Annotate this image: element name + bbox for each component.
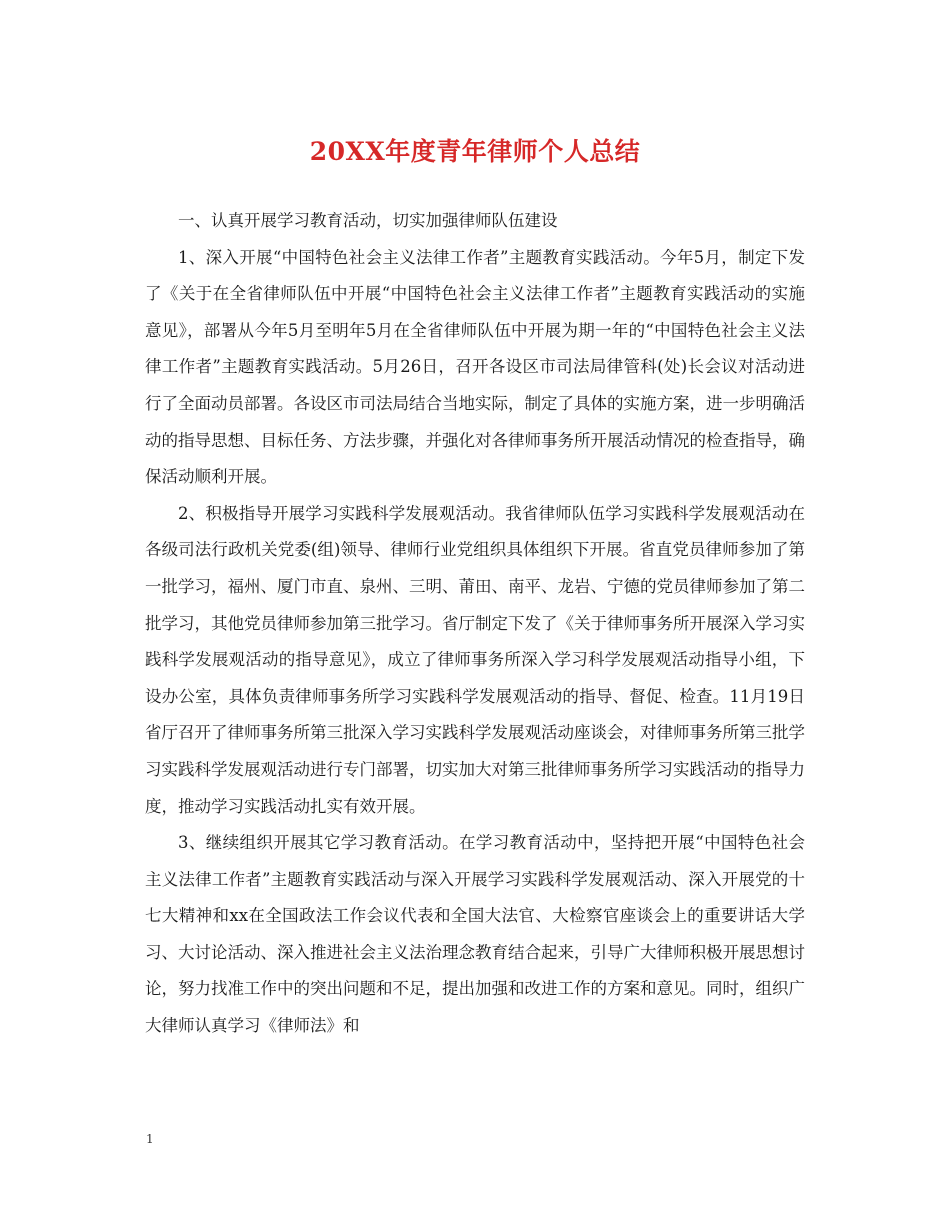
paragraph-3: 3、继续组织开展其它学习教育活动。在学习教育活动中，坚持把开展“中国特色社会主义法律工作者”主题教育实践活动与深入开展学习实践科学发展观活动、深入开展党的十七大精神和xx在全国政法工作会议代表和全国大法官、大检察官座谈会上的重要讲话大学习、大讨论活动、深入推进社会主义法治理念教育结合起来，引导广大律师积极开展思想讨论，努力找准工作中的突出问题和不足，提出加强和改进工作的方案和意见。同时，组织广大律师认真学习《律师法》和: [145, 833, 805, 1036]
paragraph-1: 1、深入开展“中国特色社会主义法律工作者”主题教育实践活动。今年5月，制定下发了《关于在全省律师队伍中开展“中国特色社会主义法律工作者”主题教育实践活动的实施意见》，部署从今年5月至明年5月在全省律师队伍中开展为期一年的“中国特色社会主义法律工作者”主题教育实践活动。5月26日，召开各设区市司法局律管科(处)长会议对活动进行了全面动员部署。各设区市司法局结合当地实际，制定了具体的实施方案，进一步明确活动的指导思想、目标任务、方法步骤，并强化对各律师事务所开展活动情况的检查指导，确保活动顺利开展。: [145, 247, 805, 487]
document-body: [145, 203, 805, 1045]
document-title: 20XX年度青年律师个人总结: [309, 137, 641, 166]
section-heading: 一、认真开展学习教育活动，切实加强律师队伍建设: [178, 211, 558, 230]
page-number: 1: [146, 1132, 154, 1146]
paragraph-2: 2、积极指导开展学习实践科学发展观活动。我省律师队伍学习实践科学发展观活动在各级司法行政机关党委(组)领导、律师行业党组织具体组织下开展。省直党员律师参加了第一批学习，福州、厦门市直、泉州、三明、莆田、南平、龙岩、宁德的党员律师参加了第二批学习，其他党员律师参加第三批学习。省厅制定下发了《关于律师事务所开展深入学习实践科学发展观活动的指导意见》，成立了律师事务所深入学习科学发展观活动指导小组，下设办公室，具体负责律师事务所学习实践科学发展观活动的指导、督促、检查。11月19日省厅召开了律师事务所第三批深入学习实践科学发展观活动座谈会，对律师事务所第三批学习实践科学发展观活动进行专门部署，切实加大对第三批律师事务所学习实践活动的指导力度，推动学习实践活动扎实有效开展。: [145, 503, 805, 816]
